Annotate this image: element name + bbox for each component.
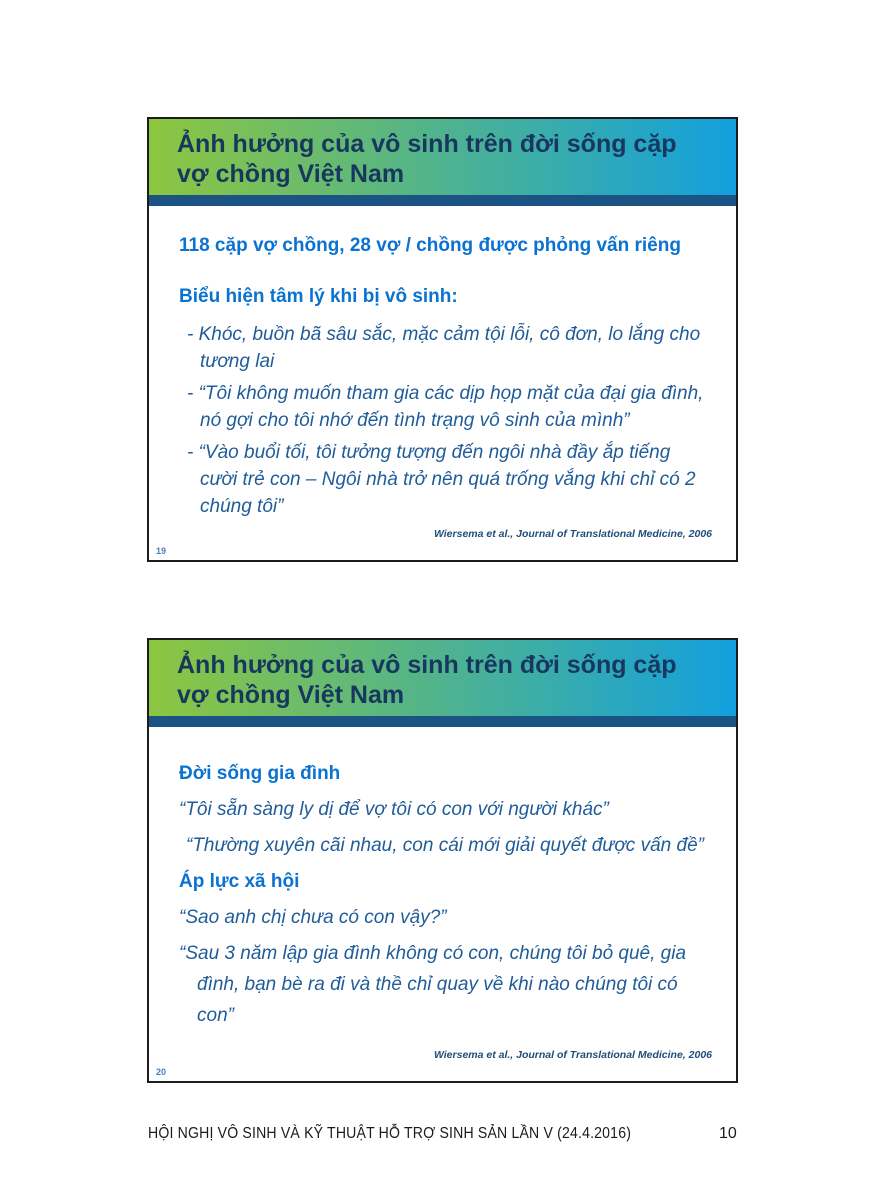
- social-pressure-heading: Áp lực xã hội: [179, 871, 300, 892]
- header-accent-bar: [149, 716, 736, 727]
- slide-20-title: [177, 650, 728, 710]
- footer-conference-title: HỘI NGHỊ VÔ SINH VÀ KỸ THUẬT HỖ TRỢ SINH SẢN LẦN V (24.4.2016): [148, 1125, 632, 1142]
- slide-19-body: [149, 206, 736, 520]
- psych-symptoms-heading: Biểu hiện tâm lý khi bị vô sinh:: [179, 286, 458, 307]
- quote-no-children-question: “Sao anh chị chưa có con vậy?”: [179, 907, 447, 928]
- header-accent-bar: [149, 195, 736, 206]
- bullet-empty-house-quote: - “Vào buổi tối, tôi tưởng tượng đến ngôi nhà đầy ắp tiếng cười trẻ con – Ngôi nhà trở nên quá trống vắng khi chỉ có 2 chúng tôi”: [187, 442, 696, 517]
- quote-arguing: “Thường xuyên cãi nhau, con cái mới giải quyết được vấn đề”: [186, 835, 704, 856]
- slide-20-header: [149, 640, 736, 716]
- bullet-crying: - Khóc, buồn bã sâu sắc, mặc cảm tội lỗi, cô đơn, lo lắng cho tương lai: [187, 324, 701, 372]
- quote-leaving-home: “Sau 3 năm lập gia đình không có con, chúng tôi bỏ quê, gia đình, bạn bè ra đi và thề chỉ quay về khi nào chúng tôi có con”: [179, 943, 687, 1026]
- slide-19-header: [149, 119, 736, 195]
- bullet-family-gatherings-quote: - “Tôi không muốn tham gia các dịp họp mặt của đại gia đình, nó gợi cho tôi nhớ đến tình trạng vô sinh của mình”: [187, 383, 704, 431]
- slide-20-body: [149, 727, 736, 1031]
- slide-19: [147, 117, 738, 562]
- slide-number: 20: [156, 1067, 167, 1077]
- citation: Wiersema et al., Journal of Translational Medicine, 2006: [433, 1049, 712, 1061]
- citation: Wiersema et al., Journal of Translational Medicine, 2006: [433, 528, 712, 540]
- slide-20-title-line1: Ảnh hưởng của vô sinh trên đời sống cặp: [177, 651, 677, 679]
- slide-19-title-line1: Ảnh hưởng của vô sinh trên đời sống cặp: [177, 130, 677, 158]
- footer-page-number: 10: [719, 1125, 737, 1142]
- quote-divorce: “Tôi sẵn sàng ly dị để vợ tôi có con với người khác”: [179, 799, 609, 820]
- slide-19-title-line2: vợ chồng Việt Nam: [177, 160, 405, 188]
- slide-20-title-line2: vợ chồng Việt Nam: [177, 681, 405, 709]
- sample-size-line: 118 cặp vợ chồng, 28 vợ / chồng được phỏng vấn riêng: [179, 235, 681, 256]
- family-life-heading: Đời sống gia đình: [179, 763, 341, 784]
- slide-number: 19: [156, 546, 167, 556]
- slide-20: [147, 638, 738, 1083]
- slide-19-title: [177, 129, 728, 189]
